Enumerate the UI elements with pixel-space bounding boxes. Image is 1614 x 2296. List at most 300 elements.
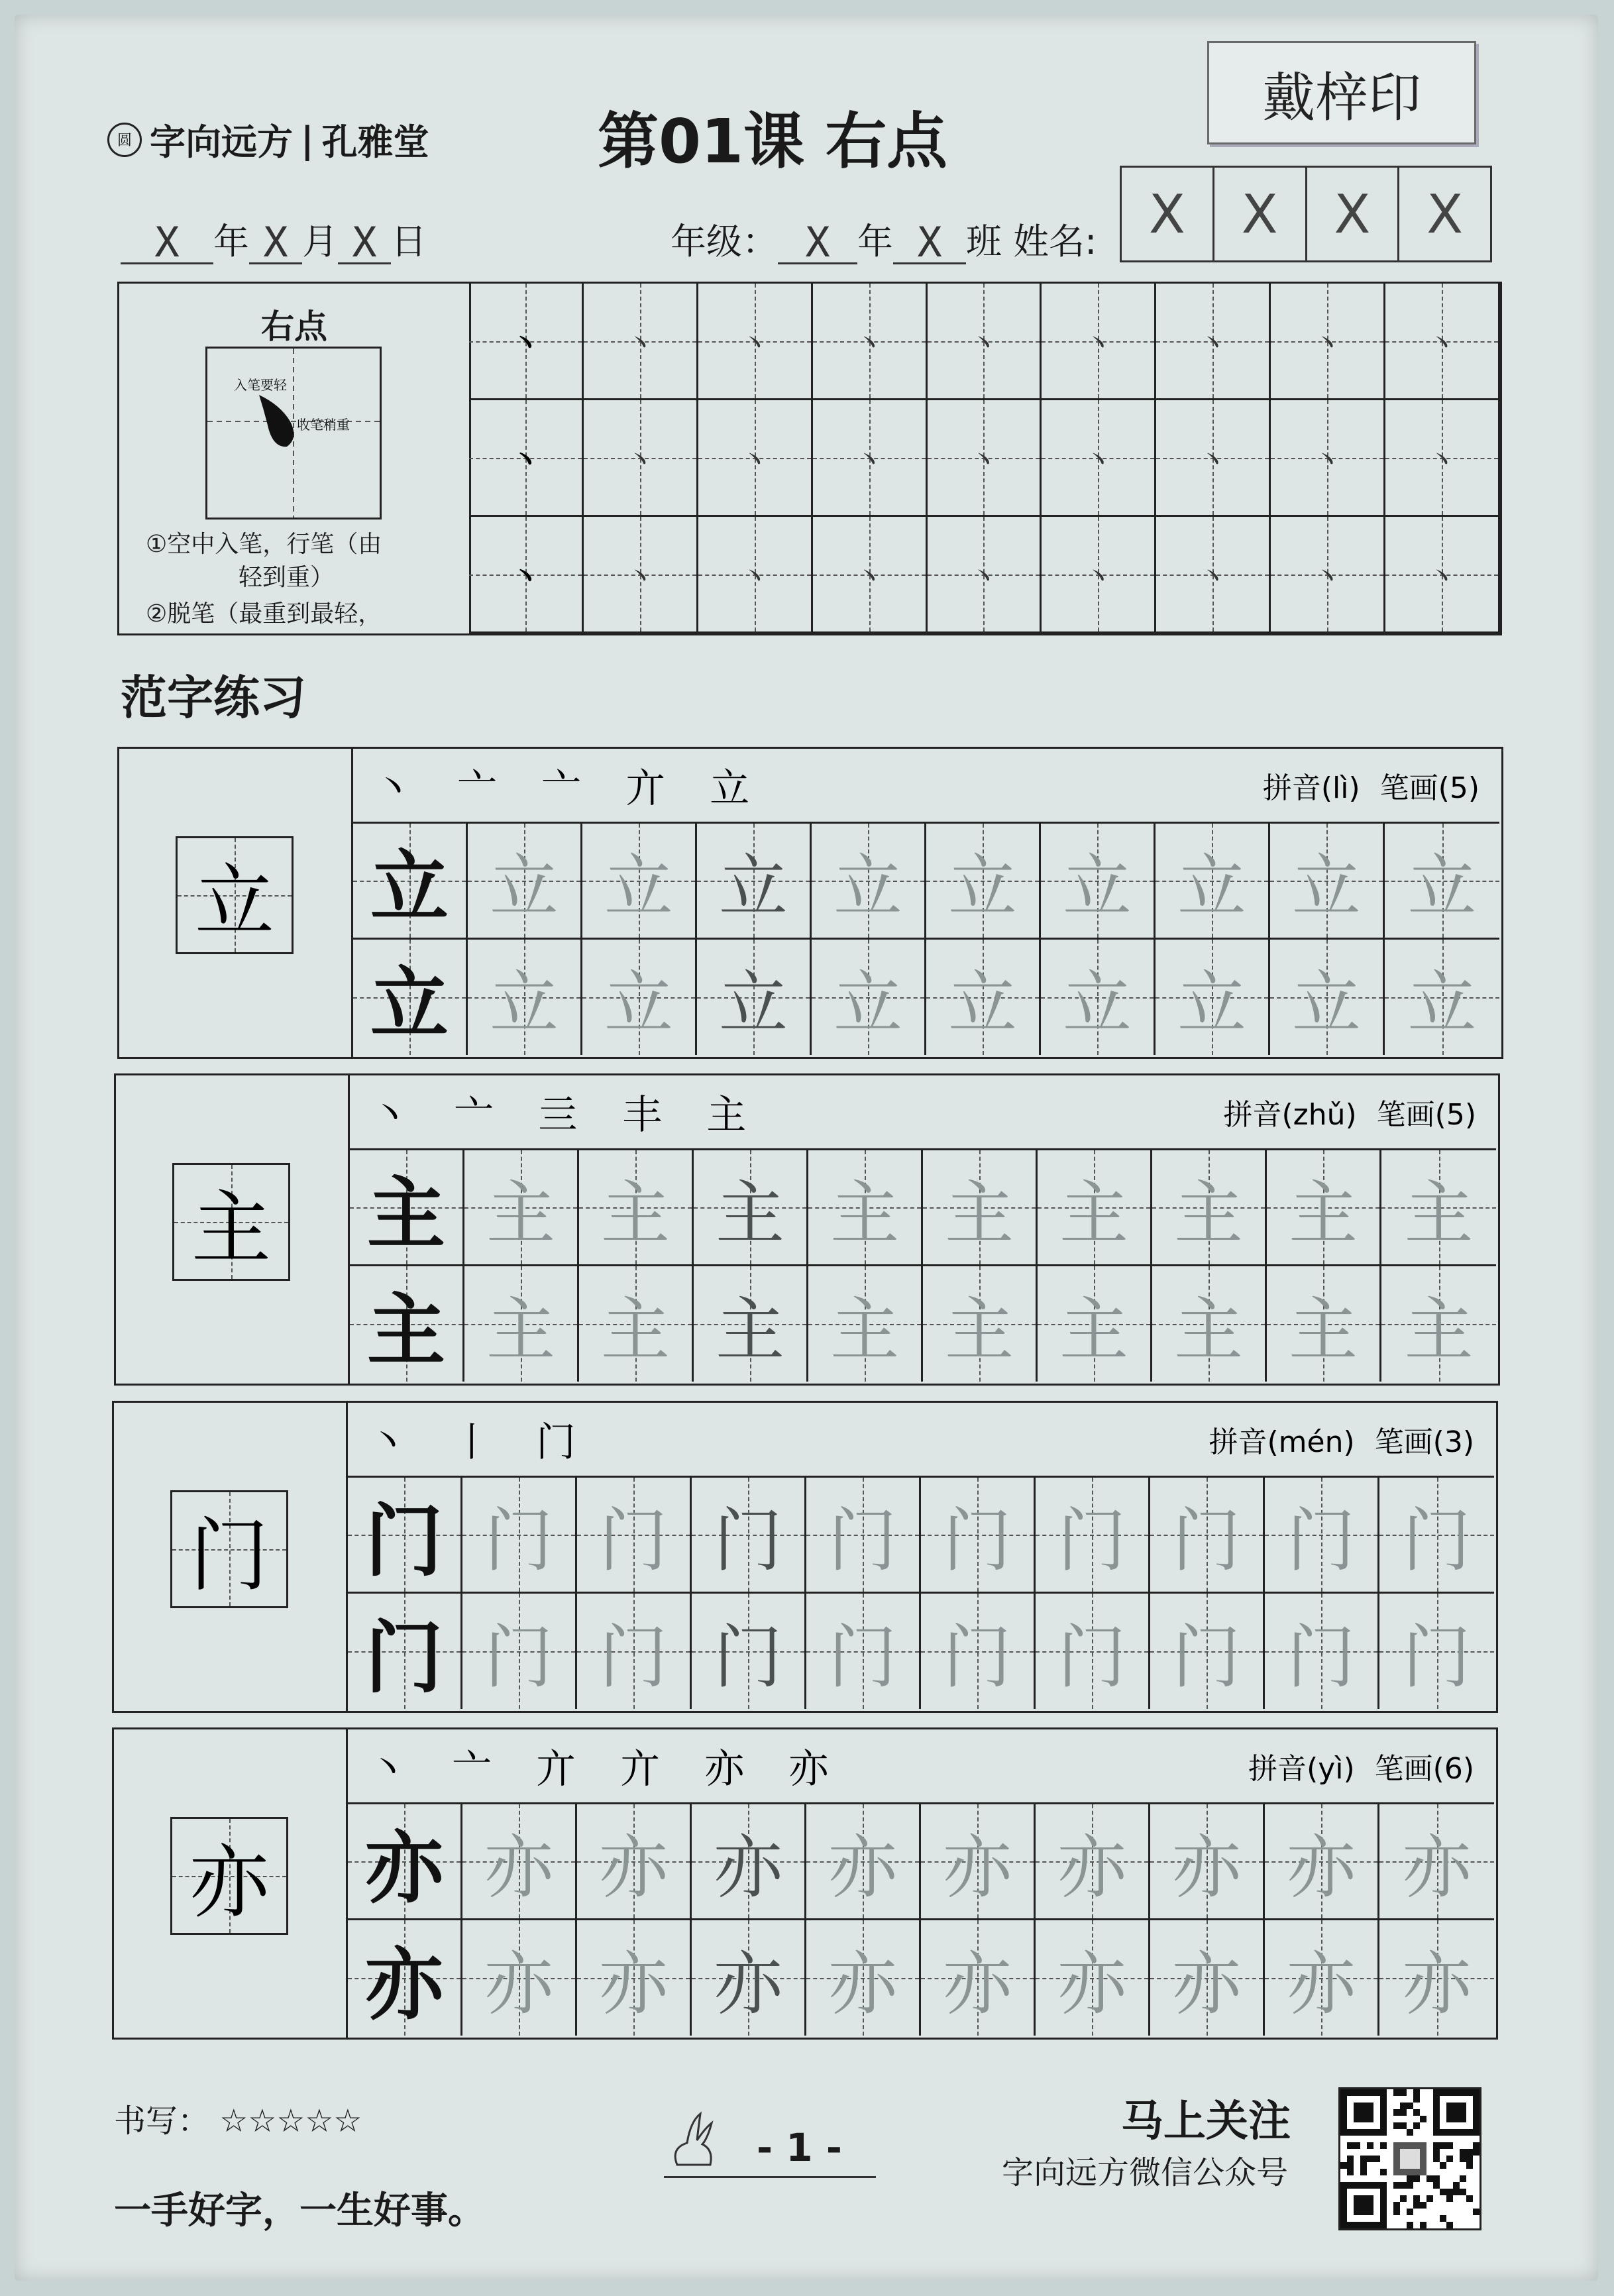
practice-cell[interactable] [1379, 1804, 1494, 1920]
practice-cell[interactable] [1265, 1920, 1379, 2036]
practice-cell[interactable] [577, 1920, 692, 2036]
model-cell [353, 940, 468, 1056]
dot-practice-cell[interactable] [1042, 400, 1156, 517]
trace-glyph: 立 [489, 846, 559, 927]
dot-practice-cell[interactable] [1271, 284, 1385, 400]
trace-glyph: 立 [833, 962, 902, 1044]
practice-cell[interactable] [692, 1594, 806, 1710]
label-end: 收笔稍重 [297, 417, 350, 433]
practice-cell[interactable] [464, 1150, 579, 1266]
trace-glyph: 主 [1288, 1289, 1358, 1370]
trace-glyph: 立 [1291, 962, 1361, 1044]
brand-icon: 圆 [107, 123, 142, 157]
dot-glyph: 丶 [854, 327, 884, 361]
dot-practice-cell[interactable] [584, 517, 698, 633]
dot-practice-cell[interactable] [1156, 284, 1271, 400]
brand-name: 字向远方 [150, 121, 293, 163]
trace-glyph: 亦 [1402, 1826, 1472, 1908]
practice-cell[interactable] [692, 1478, 806, 1594]
dot-glyph: 丶 [1313, 560, 1342, 594]
character-info [1223, 1091, 1476, 1133]
dot-practice-cell[interactable] [1385, 517, 1500, 633]
practice-cell[interactable] [1152, 1150, 1267, 1266]
trace-glyph: 立 [947, 846, 1017, 927]
practice-cell[interactable] [692, 1920, 806, 2036]
name-box[interactable]: X [1397, 168, 1490, 260]
dot-practice-cell[interactable] [698, 517, 813, 633]
dot-glyph: 丶 [1427, 327, 1457, 361]
model-glyph: 亦 [364, 1938, 443, 2030]
model-character: 门 [189, 1510, 269, 1602]
practice-cell[interactable] [468, 824, 582, 940]
practice-cell[interactable] [923, 1266, 1038, 1382]
dot-glyph: 丶 [1313, 443, 1342, 478]
name-boxes [1120, 166, 1492, 262]
practice-cell[interactable] [692, 1804, 806, 1920]
trace-glyph: 门 [1171, 1616, 1241, 1698]
dot-practice-cell[interactable] [1271, 400, 1385, 517]
stroke-note-2: 轻到重） [239, 564, 335, 591]
dot-practice-cell[interactable] [469, 517, 584, 633]
stroke-order-sequence: 丶 亠 亣 亣 亦 亦 [368, 1746, 845, 1792]
strokes-label: 笔画 [1376, 1098, 1435, 1132]
character-block [117, 747, 1503, 1059]
month-label: 月 [302, 221, 338, 262]
practice-cell[interactable] [806, 1594, 921, 1710]
trace-glyph: 主 [830, 1172, 899, 1254]
trace-glyph: 门 [1402, 1616, 1472, 1698]
stroke-diagram-svg [207, 349, 380, 518]
model-glyph: 主 [366, 1284, 445, 1376]
model-character: 亦 [189, 1837, 269, 1929]
dot-glyph: 丶 [969, 443, 998, 478]
practice-cell[interactable] [1038, 1266, 1152, 1382]
dot-glyph: 丶 [1083, 560, 1113, 594]
trace-glyph: 立 [1407, 962, 1477, 1044]
dot-practice-cell[interactable] [1385, 400, 1500, 517]
dot-glyph: 丶 [1427, 443, 1457, 478]
dot-practice-cell[interactable] [813, 517, 928, 633]
stroke-order-row [353, 749, 1499, 824]
practice-cell[interactable] [1379, 1920, 1494, 2036]
trace-glyph: 亦 [1171, 1943, 1241, 2024]
dot-glyph: 丶 [1198, 560, 1228, 594]
practice-cell[interactable] [1038, 1150, 1152, 1266]
trace-glyph: 主 [1173, 1172, 1243, 1254]
practice-cell[interactable] [464, 1266, 579, 1382]
trace-glyph: 立 [1062, 846, 1132, 927]
page-number: - 1 - [757, 2125, 842, 2170]
trace-glyph: 亦 [1402, 1943, 1472, 2024]
pinyin: (mén) [1267, 1425, 1355, 1459]
trace-glyph: 主 [486, 1172, 555, 1254]
class-label: 班 姓名: [966, 221, 1097, 262]
practice-cell[interactable] [923, 1150, 1038, 1266]
trace-glyph: 立 [1177, 962, 1246, 1044]
practice-cell[interactable] [694, 1266, 808, 1382]
dot-practice-grid [469, 284, 1500, 633]
trace-glyph: 主 [1404, 1172, 1474, 1254]
strokes-label: 笔画 [1374, 1425, 1433, 1459]
trace-glyph: 立 [718, 962, 788, 1044]
year-field[interactable]: X [121, 223, 213, 264]
dot-practice-cell[interactable] [469, 400, 584, 517]
model-character-box [172, 1163, 290, 1281]
practice-cell[interactable] [579, 1150, 694, 1266]
dot-glyph: 丶 [625, 327, 655, 361]
dot-glyph: 丶 [969, 327, 998, 361]
trace-glyph: 亦 [598, 1943, 668, 2024]
dot-glyph: 丶 [510, 560, 540, 594]
practice-cell[interactable] [1036, 1594, 1150, 1710]
strokes: (6) [1432, 1752, 1474, 1786]
dot-glyph: 丶 [1083, 443, 1113, 478]
model-cell [350, 1266, 464, 1382]
dot-glyph: 丶 [1083, 327, 1113, 361]
trace-glyph: 立 [1177, 846, 1246, 927]
trace-glyph: 亦 [713, 1943, 782, 2024]
practice-cell[interactable] [697, 824, 812, 940]
practice-cell[interactable] [1150, 1594, 1265, 1710]
practice-cell[interactable] [921, 1594, 1036, 1710]
grade-field[interactable]: X [778, 223, 857, 264]
character-block [114, 1073, 1500, 1386]
grade-line [671, 213, 1097, 264]
trace-glyph: 亦 [484, 1943, 553, 2024]
wechat-account-text: 字向远方微信公众号 [1002, 2154, 1289, 2191]
brand-logo [107, 114, 429, 165]
dot-glyph: 丶 [854, 443, 884, 478]
practice-cell[interactable] [806, 1478, 921, 1594]
practice-cell[interactable] [926, 824, 1041, 940]
trace-glyph: 亦 [1171, 1826, 1241, 1908]
trace-glyph: 立 [489, 962, 559, 1044]
strokes: (5) [1438, 771, 1480, 805]
practice-cell[interactable] [806, 1804, 921, 1920]
model-cell [348, 1594, 462, 1710]
practice-cell[interactable] [1036, 1804, 1150, 1920]
dot-practice-cell[interactable] [1156, 517, 1271, 633]
trace-glyph: 立 [718, 846, 788, 927]
trace-glyph: 主 [1059, 1289, 1128, 1370]
practice-cell[interactable] [926, 940, 1041, 1056]
practice-cell[interactable] [697, 940, 812, 1056]
practice-cell[interactable] [577, 1594, 692, 1710]
trace-glyph: 亦 [1057, 1826, 1126, 1908]
stroke-diagram [205, 347, 382, 519]
practice-cell[interactable] [1150, 1920, 1265, 2036]
character-practice-grid [348, 1804, 1494, 2036]
stroke-practice-box [117, 282, 1502, 635]
worksheet-page [15, 15, 1598, 2281]
practice-cell[interactable] [1265, 1594, 1379, 1710]
trace-glyph: 立 [1407, 846, 1477, 927]
strokes: (3) [1432, 1425, 1474, 1459]
dot-glyph: 丶 [1427, 560, 1457, 594]
practice-cell[interactable] [1265, 1478, 1379, 1594]
trace-glyph: 主 [600, 1289, 670, 1370]
dot-practice-cell[interactable] [1271, 517, 1385, 633]
pinyin-label: 拼音 [1248, 1752, 1307, 1786]
stroke-order-row [350, 1075, 1496, 1150]
stroke-note-1: ①空中入笔，行笔（由 [146, 531, 382, 558]
brand-separator: | [301, 118, 314, 161]
trace-glyph: 门 [713, 1616, 782, 1698]
practice-cell[interactable] [1385, 824, 1499, 940]
dot-practice-cell[interactable] [928, 517, 1042, 633]
practice-cell[interactable] [812, 940, 926, 1056]
model-glyph: 主 [366, 1167, 445, 1260]
model-cell [353, 824, 468, 940]
trace-glyph: 主 [1288, 1172, 1358, 1254]
trace-glyph: 门 [828, 1500, 897, 1581]
dot-practice-cell[interactable] [584, 284, 698, 400]
model-character: 立 [195, 856, 274, 948]
trace-glyph: 立 [604, 962, 673, 1044]
trace-glyph: 主 [486, 1289, 555, 1370]
trace-glyph: 主 [1404, 1289, 1474, 1370]
trace-glyph: 主 [944, 1289, 1014, 1370]
rating-stars[interactable]: ☆☆☆☆☆ [219, 2103, 362, 2140]
character-info [1209, 1418, 1474, 1460]
trace-glyph: 主 [715, 1289, 784, 1370]
character-block [112, 1727, 1498, 2040]
character-practice-grid [348, 1478, 1494, 1709]
stroke-demo-panel [119, 284, 471, 633]
practice-cell[interactable] [921, 1920, 1036, 2036]
stroke-order-row [348, 1403, 1494, 1478]
model-character: 主 [191, 1183, 271, 1275]
trace-glyph: 门 [713, 1500, 782, 1581]
pinyin: (lì) [1320, 771, 1360, 805]
stroke-order-sequence: 丶 亠 亠 亣 立 [373, 765, 766, 812]
practice-cell[interactable] [1036, 1920, 1150, 2036]
practice-cell[interactable] [921, 1804, 1036, 1920]
practice-cell[interactable] [577, 1478, 692, 1594]
practice-cell[interactable] [462, 1920, 577, 2036]
lesson-title: 第01课 右点 [598, 106, 948, 177]
model-character-box [170, 1490, 288, 1608]
practice-cell[interactable] [808, 1150, 923, 1266]
trace-glyph: 门 [1171, 1500, 1241, 1581]
practice-cell[interactable] [462, 1594, 577, 1710]
trace-glyph: 立 [604, 846, 673, 927]
writing-label: 书写： [114, 2103, 210, 2140]
character-practice-grid [350, 1150, 1496, 1382]
dot-glyph: 丶 [1313, 327, 1342, 361]
dot-practice-cell[interactable] [698, 284, 813, 400]
character-info [1248, 1745, 1474, 1787]
trace-glyph: 亦 [942, 1826, 1012, 1908]
practice-cell[interactable] [1267, 1150, 1381, 1266]
dot-practice-cell[interactable] [928, 400, 1042, 517]
character-info [1263, 764, 1480, 806]
stroke-order-sequence: 丶 亠 亖 丰 主 [370, 1092, 763, 1138]
trace-glyph: 立 [1062, 962, 1132, 1044]
dot-glyph: 丶 [510, 443, 540, 478]
practice-cell[interactable] [694, 1150, 808, 1266]
writing-rating [114, 2095, 362, 2141]
practice-cell[interactable] [1156, 940, 1270, 1056]
dot-practice-cell[interactable] [1042, 284, 1156, 400]
dot-glyph: 丶 [1198, 443, 1228, 478]
student-stamp: 戴梓印 [1207, 41, 1476, 144]
practice-cell[interactable] [1385, 940, 1499, 1056]
dot-practice-cell[interactable] [584, 400, 698, 517]
dot-glyph: 丶 [625, 560, 655, 594]
trace-glyph: 门 [484, 1616, 553, 1698]
character-practice-grid [353, 824, 1499, 1055]
strokes-label: 笔画 [1374, 1752, 1433, 1786]
model-glyph: 立 [370, 840, 449, 933]
dot-glyph: 丶 [969, 560, 998, 594]
stroke-note-3: ②脱笔（最重到最轻， [146, 600, 382, 628]
practice-cell[interactable] [1265, 1804, 1379, 1920]
practice-cell[interactable] [1156, 824, 1270, 940]
dot-glyph: 丶 [739, 327, 769, 361]
trace-glyph: 门 [1286, 1616, 1356, 1698]
practice-cell[interactable] [1270, 824, 1385, 940]
practice-cell[interactable] [1036, 1478, 1150, 1594]
pinyin-label: 拼音 [1262, 771, 1321, 805]
practice-cell[interactable] [1379, 1594, 1494, 1710]
practice-cell[interactable] [577, 1804, 692, 1920]
model-character-box [176, 836, 294, 954]
page-number-underline [664, 2176, 876, 2178]
model-cell [348, 1920, 462, 2036]
name-box[interactable]: X [1148, 183, 1185, 245]
trace-glyph: 立 [1291, 846, 1361, 927]
dot-glyph: 丶 [625, 443, 655, 478]
practice-cell[interactable] [806, 1920, 921, 2036]
trace-glyph: 门 [942, 1616, 1012, 1698]
trace-glyph: 门 [1057, 1616, 1126, 1698]
name-box[interactable]: X [1305, 168, 1398, 260]
trace-glyph: 亦 [1286, 1943, 1356, 2024]
practice-cell[interactable] [1381, 1150, 1496, 1266]
model-glyph: 亦 [364, 1821, 443, 1914]
practice-cell[interactable] [1267, 1266, 1381, 1382]
trace-glyph: 主 [944, 1172, 1014, 1254]
trace-glyph: 主 [1059, 1172, 1128, 1254]
trace-glyph: 门 [828, 1616, 897, 1698]
trace-glyph: 亦 [1286, 1826, 1356, 1908]
class-field[interactable]: X [893, 223, 966, 264]
stroke-order-sequence: 丶 丨 门 [368, 1419, 592, 1466]
trace-glyph: 门 [598, 1616, 668, 1698]
trace-glyph: 主 [600, 1172, 670, 1254]
model-character-box [170, 1817, 288, 1935]
practice-cell[interactable] [1152, 1266, 1267, 1382]
trace-glyph: 门 [484, 1500, 553, 1581]
dot-practice-cell[interactable] [1042, 517, 1156, 633]
trace-glyph: 主 [830, 1289, 899, 1370]
character-block [112, 1401, 1498, 1713]
trace-glyph: 亦 [598, 1826, 668, 1908]
trace-glyph: 亦 [828, 1943, 897, 2024]
month-field[interactable]: X [249, 223, 302, 264]
dot-practice-cell[interactable] [813, 400, 928, 517]
practice-cell[interactable] [582, 940, 697, 1056]
pinyin-label: 拼音 [1223, 1098, 1282, 1132]
dot-glyph: 丶 [854, 560, 884, 594]
dot-practice-cell[interactable] [469, 284, 584, 400]
dot-practice-cell[interactable] [813, 284, 928, 400]
model-glyph: 门 [364, 1494, 443, 1587]
section-title: 范字练习 [121, 671, 306, 725]
model-glyph: 立 [370, 957, 449, 1050]
trace-glyph: 门 [942, 1500, 1012, 1581]
practice-cell[interactable] [1150, 1478, 1265, 1594]
model-cell [348, 1804, 462, 1920]
stroke-demo-title: 右点 [261, 307, 327, 346]
practice-cell[interactable] [1379, 1478, 1494, 1594]
date-line [121, 213, 427, 264]
trace-glyph: 立 [833, 846, 902, 927]
grade-unit: 年 [857, 221, 893, 262]
dot-practice-cell[interactable] [698, 400, 813, 517]
dot-glyph: 丶 [739, 443, 769, 478]
pinyin: (yì) [1307, 1752, 1355, 1786]
trace-glyph: 主 [1173, 1289, 1243, 1370]
year-label: 年 [213, 221, 249, 262]
trace-glyph: 亦 [942, 1943, 1012, 2024]
trace-glyph: 亦 [828, 1826, 897, 1908]
practice-cell[interactable] [468, 940, 582, 1056]
practice-cell[interactable] [812, 824, 926, 940]
day-field[interactable]: X [338, 223, 391, 264]
practice-cell[interactable] [579, 1266, 694, 1382]
dot-practice-cell[interactable] [928, 284, 1042, 400]
dot-practice-cell[interactable] [1385, 284, 1500, 400]
trace-glyph: 亦 [1057, 1943, 1126, 2024]
label-start: 入笔要轻 [234, 377, 287, 393]
stroke-order-row [348, 1729, 1494, 1804]
practice-cell[interactable] [462, 1804, 577, 1920]
practice-cell[interactable] [921, 1478, 1036, 1594]
trace-glyph: 亦 [713, 1826, 782, 1908]
model-glyph: 门 [364, 1611, 443, 1704]
practice-cell[interactable] [1270, 940, 1385, 1056]
model-cell [350, 1150, 464, 1266]
dot-glyph: 丶 [739, 560, 769, 594]
model-cell [348, 1478, 462, 1594]
trace-glyph: 门 [1057, 1500, 1126, 1581]
follow-text: 马上关注 [1121, 2097, 1291, 2146]
pinyin: (zhǔ) [1281, 1098, 1357, 1132]
day-label: 日 [391, 221, 427, 262]
qr-code-icon[interactable] [1338, 2087, 1481, 2230]
strokes: (5) [1434, 1098, 1476, 1132]
practice-cell[interactable] [1041, 940, 1156, 1056]
rabbit-icon [664, 2102, 737, 2177]
practice-cell[interactable] [1381, 1266, 1496, 1382]
name-box[interactable]: X [1212, 168, 1305, 260]
strokes-label: 笔画 [1379, 771, 1438, 805]
practice-cell[interactable] [808, 1266, 923, 1382]
trace-glyph: 门 [1402, 1500, 1472, 1581]
dot-glyph: 丶 [510, 327, 540, 361]
practice-cell[interactable] [582, 824, 697, 940]
slogan: 一手好字，一生好事。 [114, 2189, 485, 2232]
practice-cell[interactable] [462, 1478, 577, 1594]
trace-glyph: 立 [947, 962, 1017, 1044]
practice-cell[interactable] [1150, 1804, 1265, 1920]
dot-glyph: 丶 [1198, 327, 1228, 361]
trace-glyph: 亦 [484, 1826, 553, 1908]
practice-cell[interactable] [1041, 824, 1156, 940]
dot-practice-cell[interactable] [1156, 400, 1271, 517]
